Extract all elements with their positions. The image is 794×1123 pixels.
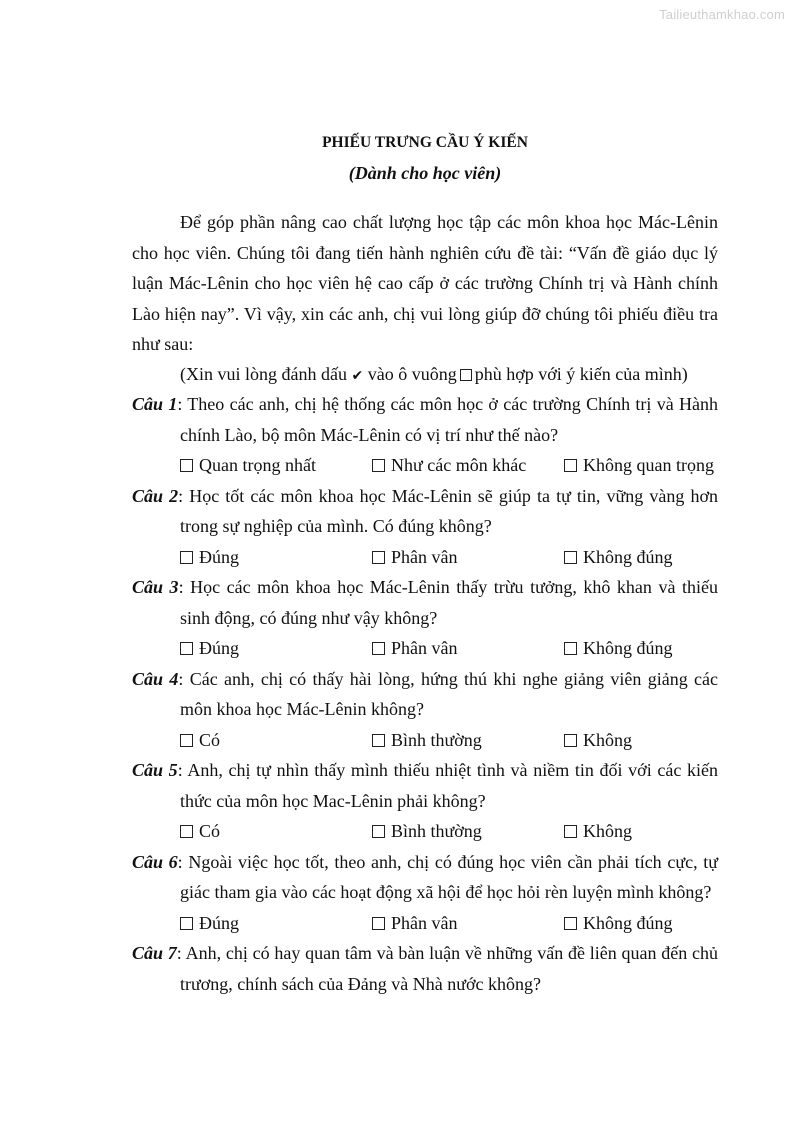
answer-option[interactable] [372,633,564,664]
instruction-text-end: phù hợp với ý kiến của mình) [474,364,688,384]
answer-option[interactable] [564,633,673,664]
answer-option[interactable] [564,725,632,756]
checkbox[interactable] [180,642,193,655]
answer-option-label: Không đúng [583,638,673,658]
checkbox[interactable] [180,459,193,472]
question-text [132,481,718,542]
answer-option[interactable] [180,633,372,664]
question-5 [132,755,718,847]
question-label: Câu 5 [132,760,178,780]
question-2 [132,481,718,573]
answer-option-label: Có [199,729,221,750]
answer-option[interactable] [564,542,673,573]
intro-paragraph: Để góp phần nâng cao chất lượng học tập các môn khoa học Mác-Lênin cho học viên. Chúng tôi đang tiến hành nghiên cứu đề tài: “Vấn đề giáo dục lý luận Mác-Lênin cho học viên hệ cao cấp ở các trường Chính trị và Hành chính Lào hiện nay”. Vì vậy, xin các anh, chị vui lòng giúp đỡ chúng tôi phiếu điều tra như sau: [132,212,718,354]
answer-option-label: Không quan trọng [583,455,714,475]
answer-options [132,450,718,481]
answer-option[interactable] [180,908,372,939]
question-label: Câu 3 [132,577,179,597]
checkbox[interactable] [372,825,385,838]
question-1 [132,389,718,481]
answer-option-label: Phân vân [391,546,458,567]
answer-option[interactable] [564,908,673,939]
question-list [132,389,718,999]
answer-option[interactable] [180,725,372,756]
question-text [132,847,718,908]
checkbox[interactable] [372,917,385,930]
checkmark-icon: ✔ [351,368,364,384]
checkbox-icon [460,369,472,381]
question-label: Câu 6 [132,851,178,872]
question-3 [132,572,718,664]
watermark: Tailieuthamkhao.com [659,7,785,22]
answer-option[interactable] [372,816,564,847]
answer-option-label: Bình thường [391,729,482,750]
answer-options [132,725,718,756]
question-text [132,389,718,450]
answer-option[interactable] [372,908,564,939]
answer-option-label: Không [583,729,632,750]
checkbox[interactable] [180,734,193,747]
checkbox[interactable] [564,551,577,564]
checkbox[interactable] [180,551,193,564]
answer-option-label: Có [199,821,221,841]
question-body: : Học tốt các môn khoa học Mác-Lênin sẽ giúp ta tự tin, vững vàng hơn trong sự nghiệp của mình. Có đúng không? [178,485,718,536]
question-7 [132,938,718,999]
answer-options [132,908,718,939]
instruction-line [180,359,688,392]
question-label: Câu 1 [132,394,178,414]
checkbox[interactable] [372,642,385,655]
question-label: Câu 7 [132,943,177,963]
question-label: Câu 2 [132,485,179,506]
checkbox[interactable] [372,551,385,564]
checkbox[interactable] [564,734,577,747]
checkbox[interactable] [372,734,385,747]
document-title: PHIẾU TRƯNG CẦU Ý KIẾN [322,134,528,151]
answer-option-label: Như các môn khác [391,455,527,475]
question-label: Câu 4 [132,668,179,689]
question-4 [132,664,718,756]
question-body: : Các anh, chị có thấy hài lòng, hứng thú khi nghe giảng viên giảng các môn khoa học Mác-Lênin không? [178,668,718,719]
answer-option[interactable] [372,450,564,481]
answer-option-label: Bình thường [391,821,482,841]
answer-option-label: Đúng [199,912,239,933]
answer-option[interactable] [180,450,372,481]
question-body: : Anh, chị tự nhìn thấy mình thiếu nhiệt tình và niềm tin đối với các kiến thức của môn học Mac-Lênin phải không? [177,760,718,811]
checkbox[interactable] [564,642,577,655]
question-body: : Anh, chị có hay quan tâm và bàn luận về những vấn đề liên quan đến chủ trương, chính sách của Đảng và Nhà nước không? [176,943,718,994]
instruction-text-start: (Xin vui lòng đánh dấu [180,364,347,384]
answer-option-label: Đúng [199,638,239,658]
question-text [132,938,718,999]
answer-option-label: Không đúng [583,912,673,933]
answer-option[interactable] [564,450,714,481]
answer-option[interactable] [564,816,632,847]
instruction-text-middle: vào ô vuông [367,364,457,384]
checkbox[interactable] [180,825,193,838]
question-body: : Theo các anh, chị hệ thống các môn học ở các trường Chính trị và Hành chính Lào, bộ môn Mác-Lênin có vị trí như thế nào? [177,394,718,445]
question-6 [132,847,718,939]
answer-option-label: Đúng [199,546,239,567]
question-text [132,664,718,725]
answer-option[interactable] [372,542,564,573]
checkbox[interactable] [180,917,193,930]
checkbox[interactable] [372,459,385,472]
checkbox[interactable] [564,917,577,930]
question-text [132,572,718,633]
answer-option-label: Phân vân [391,638,458,658]
question-body: : Ngoài việc học tốt, theo anh, chị có đúng học viên cần phải tích cực, tự giác tham gia vào các hoạt động xã hội để học hỏi rèn luyện mình không? [177,851,718,902]
answer-options [132,633,718,664]
answer-option[interactable] [372,725,564,756]
document-subtitle: (Dành cho học viên) [348,163,502,183]
answer-option-label: Không [583,821,632,841]
answer-option[interactable] [180,542,372,573]
question-body: : Học các môn khoa học Mác-Lênin thấy trừu tưởng, khô khan và thiếu sinh động, có đúng như vậy không? [178,577,718,628]
question-text [132,755,718,816]
answer-options [132,542,718,573]
answer-option-label: Không đúng [583,546,673,567]
answer-option-label: Phân vân [391,912,458,933]
answer-option-label: Quan trọng nhất [199,455,316,475]
answer-options [132,816,718,847]
checkbox[interactable] [564,459,577,472]
checkbox[interactable] [564,825,577,838]
answer-option[interactable] [180,816,372,847]
